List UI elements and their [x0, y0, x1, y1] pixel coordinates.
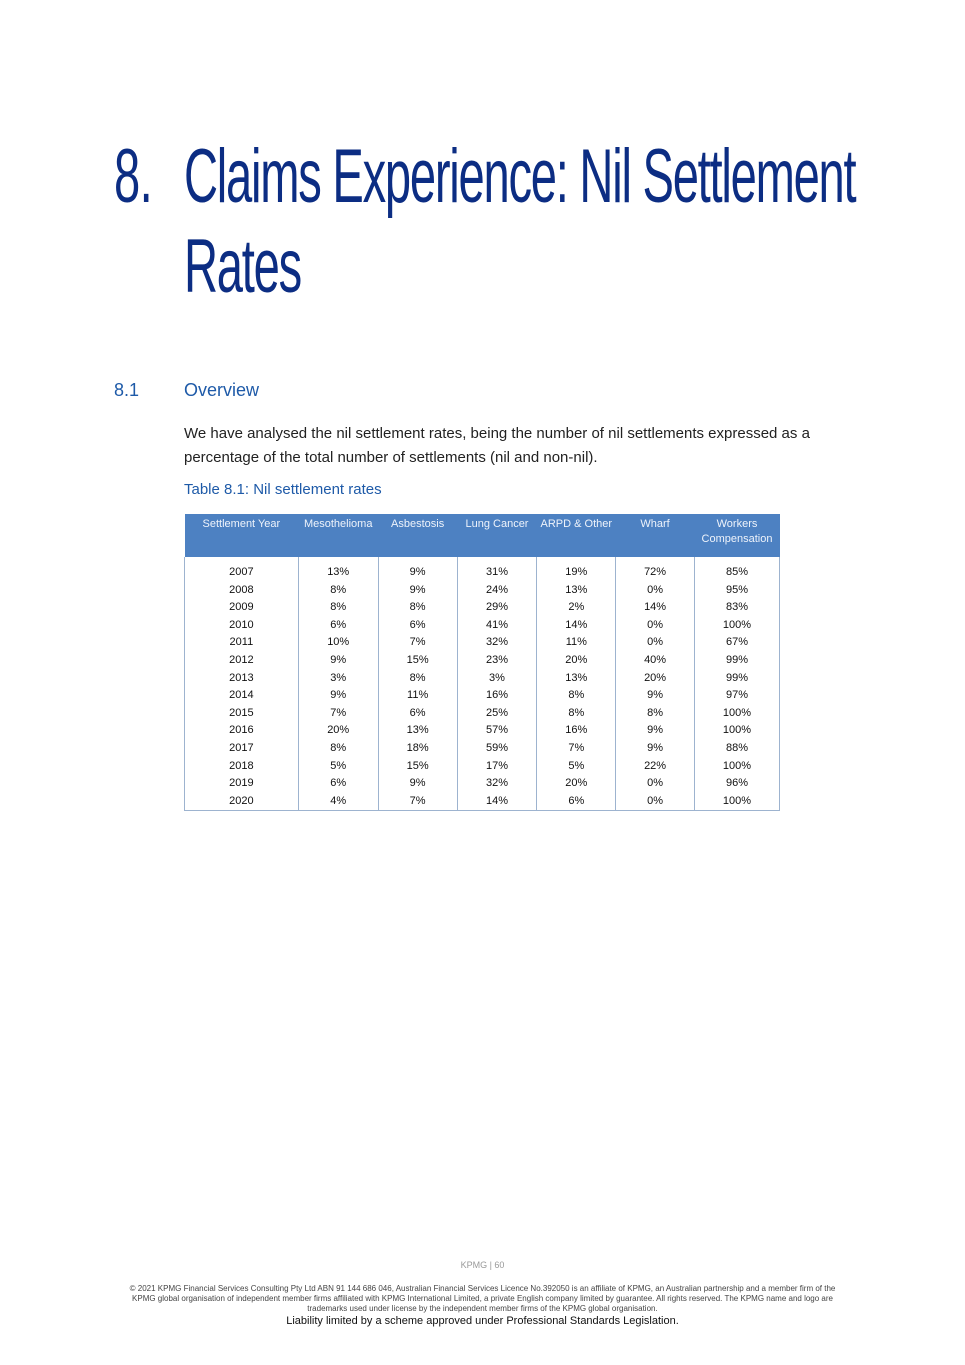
- rate-cell: 7%: [378, 793, 457, 811]
- rate-cell: 9%: [378, 582, 457, 600]
- rate-cell: 20%: [298, 722, 378, 740]
- rate-cell: 99%: [694, 652, 779, 670]
- rate-cell: 16%: [457, 687, 537, 705]
- year-cell: 2012: [185, 652, 299, 670]
- chapter-title: Claims Experience: Nil Settlement Rates: [184, 134, 856, 309]
- year-cell: 2019: [185, 775, 299, 793]
- column-header: Wharf: [616, 514, 695, 557]
- column-header: Asbestosis: [378, 514, 457, 557]
- rate-cell: 11%: [537, 634, 616, 652]
- rate-cell: 6%: [378, 705, 457, 723]
- rate-cell: 8%: [537, 705, 616, 723]
- rate-cell: 9%: [298, 652, 378, 670]
- rate-cell: 13%: [298, 557, 378, 582]
- rate-cell: 6%: [298, 775, 378, 793]
- year-cell: 2009: [185, 599, 299, 617]
- year-cell: 2010: [185, 617, 299, 635]
- rate-cell: 4%: [298, 793, 378, 811]
- rate-cell: 16%: [537, 722, 616, 740]
- rate-cell: 7%: [537, 740, 616, 758]
- rate-cell: 9%: [378, 557, 457, 582]
- nil-settlement-table: [184, 514, 780, 811]
- rate-cell: 32%: [457, 634, 537, 652]
- rate-cell: 72%: [616, 557, 695, 582]
- table-row: [185, 758, 780, 776]
- table-row: [185, 705, 780, 723]
- rate-cell: 99%: [694, 670, 779, 688]
- table-row: [185, 582, 780, 600]
- section-number: 8.1: [114, 380, 140, 400]
- rate-cell: 11%: [378, 687, 457, 705]
- rate-cell: 0%: [616, 582, 695, 600]
- rate-cell: 100%: [694, 705, 779, 723]
- table-caption: Table 8.1: Nil settlement rates: [184, 481, 382, 498]
- rate-cell: 9%: [298, 687, 378, 705]
- rate-cell: 83%: [694, 599, 779, 617]
- page-number: KPMG | 60: [460, 1260, 505, 1270]
- rate-cell: 57%: [457, 722, 537, 740]
- table-row: [185, 599, 780, 617]
- rate-cell: 8%: [298, 582, 378, 600]
- table-row: [185, 687, 780, 705]
- table-row: [185, 775, 780, 793]
- rate-cell: 88%: [694, 740, 779, 758]
- year-cell: 2020: [185, 793, 299, 811]
- rate-cell: 100%: [694, 758, 779, 776]
- rate-cell: 9%: [616, 722, 695, 740]
- rate-cell: 100%: [694, 617, 779, 635]
- column-header: Lung Cancer: [457, 514, 537, 557]
- rate-cell: 15%: [378, 652, 457, 670]
- rate-cell: 18%: [378, 740, 457, 758]
- rate-cell: 8%: [298, 599, 378, 617]
- rate-cell: 14%: [457, 793, 537, 811]
- rate-cell: 31%: [457, 557, 537, 582]
- column-header: ARPD & Other: [537, 514, 616, 557]
- rate-cell: 2%: [537, 599, 616, 617]
- table-body: [185, 557, 780, 811]
- rate-cell: 8%: [378, 670, 457, 688]
- rate-cell: 6%: [378, 617, 457, 635]
- table-row: [185, 740, 780, 758]
- rate-cell: 13%: [537, 582, 616, 600]
- rate-cell: 5%: [537, 758, 616, 776]
- table-row: [185, 557, 780, 582]
- rate-cell: 40%: [616, 652, 695, 670]
- column-header: Mesothelioma: [298, 514, 378, 557]
- year-cell: 2018: [185, 758, 299, 776]
- rate-cell: 6%: [298, 617, 378, 635]
- year-cell: 2011: [185, 634, 299, 652]
- rate-cell: 14%: [537, 617, 616, 635]
- liability-notice: Liability limited by a scheme approved under Professional Standards Legislation.: [286, 1315, 679, 1327]
- rate-cell: 9%: [616, 740, 695, 758]
- year-cell: 2017: [185, 740, 299, 758]
- rate-cell: 15%: [378, 758, 457, 776]
- rate-cell: 3%: [298, 670, 378, 688]
- rate-cell: 41%: [457, 617, 537, 635]
- chapter-number: 8.: [114, 134, 153, 219]
- rate-cell: 7%: [298, 705, 378, 723]
- rate-cell: 95%: [694, 582, 779, 600]
- rate-cell: 8%: [537, 687, 616, 705]
- table-row: [185, 670, 780, 688]
- year-cell: 2007: [185, 557, 299, 582]
- rate-cell: 0%: [616, 793, 695, 811]
- year-cell: 2015: [185, 705, 299, 723]
- intro-paragraph: We have analysed the nil settlement rates, being the number of nil settlements expressed as a percentage of the total number of settlements (nil and non-nil).: [184, 425, 810, 466]
- rate-cell: 17%: [457, 758, 537, 776]
- table-row: [185, 722, 780, 740]
- legal-notice: © 2021 KPMG Financial Services Consulting Pty Ltd ABN 91 144 686 046, Australian Financial Services Licence No.392050 is an affiliate of KPMG, an Australian partnership and a member firm of the KPMG global organisation of independent member firms affiliated with KPMG International Limited, a private English company limited by guarantee. All rights reserved. The KPMG name and logo are trademarks used under license by the independent member firms of the KPMG global organisation.: [129, 1284, 836, 1313]
- column-header: Workers Compensation: [694, 514, 779, 557]
- year-cell: 2016: [185, 722, 299, 740]
- section-title: Overview: [184, 380, 260, 400]
- rate-cell: 8%: [616, 705, 695, 723]
- rate-cell: 8%: [378, 599, 457, 617]
- rate-cell: 7%: [378, 634, 457, 652]
- column-header: Settlement Year: [185, 514, 299, 557]
- rate-cell: 0%: [616, 634, 695, 652]
- rate-cell: 0%: [616, 617, 695, 635]
- rate-cell: 8%: [298, 740, 378, 758]
- rate-cell: 100%: [694, 722, 779, 740]
- rate-cell: 85%: [694, 557, 779, 582]
- rate-cell: 3%: [457, 670, 537, 688]
- rate-cell: 22%: [616, 758, 695, 776]
- rate-cell: 23%: [457, 652, 537, 670]
- rate-cell: 9%: [378, 775, 457, 793]
- rate-cell: 29%: [457, 599, 537, 617]
- rate-cell: 96%: [694, 775, 779, 793]
- table-row: [185, 652, 780, 670]
- rate-cell: 20%: [537, 652, 616, 670]
- rate-cell: 32%: [457, 775, 537, 793]
- year-cell: 2014: [185, 687, 299, 705]
- rate-cell: 13%: [537, 670, 616, 688]
- table-row: [185, 793, 780, 811]
- rate-cell: 97%: [694, 687, 779, 705]
- rate-cell: 6%: [537, 793, 616, 811]
- rate-cell: 9%: [616, 687, 695, 705]
- table-row: [185, 617, 780, 635]
- rate-cell: 24%: [457, 582, 537, 600]
- rate-cell: 25%: [457, 705, 537, 723]
- rate-cell: 13%: [378, 722, 457, 740]
- year-cell: 2013: [185, 670, 299, 688]
- rate-cell: 19%: [537, 557, 616, 582]
- rate-cell: 67%: [694, 634, 779, 652]
- rate-cell: 100%: [694, 793, 779, 811]
- rate-cell: 20%: [616, 670, 695, 688]
- rate-cell: 0%: [616, 775, 695, 793]
- rate-cell: 59%: [457, 740, 537, 758]
- rate-cell: 20%: [537, 775, 616, 793]
- rate-cell: 5%: [298, 758, 378, 776]
- rate-cell: 10%: [298, 634, 378, 652]
- table-row: [185, 634, 780, 652]
- rate-cell: 14%: [616, 599, 695, 617]
- table-header-row: [185, 514, 780, 557]
- year-cell: 2008: [185, 582, 299, 600]
